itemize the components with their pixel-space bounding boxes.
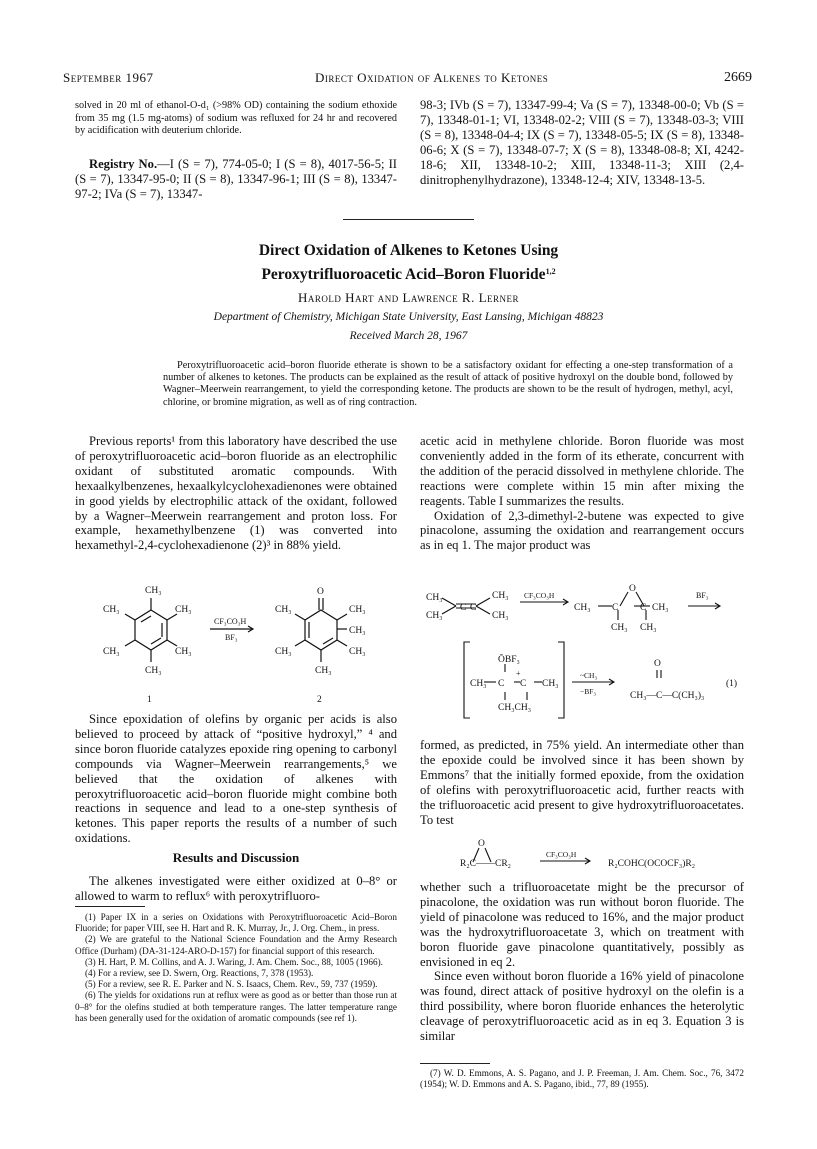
- compound-label-1: 1: [147, 695, 152, 705]
- svg-text:C: C: [520, 679, 527, 689]
- svg-text:+: +: [516, 669, 521, 678]
- left-paragraph-3: [75, 874, 397, 904]
- right-p3-text: formed, as predicted, in 75% yield. An intermediate other than the epoxide could be involved since it has been shown by Emmons⁷ that the initially formed epoxide, from the oxidation of olefins with peroxytrifluoroacetic acid, further reacts with the trifluoroacetic acid present to give hydroxytrifluoroacetates. To test: [420, 738, 744, 827]
- received-date: Received March 28, 1967: [349, 330, 468, 342]
- eq1-bf3: BF₃: [696, 591, 709, 600]
- registry-left: [75, 157, 397, 202]
- footnote-5: (5) For a review, see R. E. Parker and N. S. Isaacs, Chem. Rev., 59, 737 (1959).: [85, 979, 378, 990]
- epoxide-r2c-cr2: R₂C——CR₂: [460, 859, 511, 869]
- scheme-hexamethylbenzene: [95, 580, 385, 710]
- right-paragraph-4: [420, 880, 744, 1044]
- svg-text:CH₃: CH₃: [470, 679, 487, 689]
- svg-text:CH₃: CH₃: [426, 593, 443, 603]
- svg-text:CH₃: CH₃: [275, 647, 292, 657]
- trifluoroacetate-product: R₂COHC(OCOCF₃)R₂: [608, 859, 696, 869]
- footnote-7: [420, 1068, 744, 1090]
- title-line-1: Direct Oxidation of Alkenes to Ketones Using: [258, 242, 559, 259]
- svg-text:CH₃: CH₃: [175, 647, 192, 657]
- reagent-peracid: CF₃CO₃H: [214, 617, 247, 626]
- svg-text:CH₃: CH₃: [275, 605, 292, 615]
- right-p1-text: acetic acid in methylene chloride. Boron fluoride was most conveniently added in the form of its etherate, concurrent with the addition of the peracid dissolved in methylene chloride. The reactions were complete within 15 min after mixing the reagents. Table I summarizes the results.: [420, 434, 744, 508]
- svg-text:O: O: [478, 839, 485, 849]
- article-separator-rule: [343, 219, 474, 220]
- prev-article-text: solved in 20 ml of ethanol-O-d₁ (>98% OD) containing the sodium ethoxide from 35 mg (1.5 mg-atoms) of sodium was refluxed for 24 hr and recovered by acidification with deuterium chloride.: [75, 100, 397, 136]
- svg-text:CH₃: CH₃: [492, 611, 509, 621]
- svg-text:CH₃: CH₃: [145, 586, 162, 596]
- scheme-hydroxytrifluoroacetate: [440, 836, 740, 876]
- abstract: [163, 360, 733, 409]
- title-footnote-mark: 1,2: [545, 267, 556, 276]
- svg-text:CH₃: CH₃: [574, 603, 591, 613]
- svg-text:CH₃: CH₃: [349, 605, 366, 615]
- footnote-6: (6) The yields for oxidations run at reflux were as good as or better than those run at 0–8° for the olefins studied at both temperature ranges. The latter temperature range has been generally used for the oxidation of aromatic compounds (see ref 1).: [75, 990, 397, 1023]
- left-p3-text: The alkenes investigated were either oxidized at 0–8° or allowed to warm to reflux⁶ with peroxytrifluoro-: [75, 874, 397, 903]
- reagent-bf3: BF₃: [225, 633, 238, 642]
- svg-text:ŌBF₃: ŌBF₃: [498, 655, 520, 665]
- svg-text:O: O: [317, 587, 324, 597]
- section-heading: Results and Discussion: [172, 850, 300, 865]
- dienone-ring: [305, 610, 337, 650]
- svg-text:C: C: [460, 603, 467, 613]
- svg-text:CH₃CH₃: CH₃CH₃: [498, 703, 532, 713]
- svg-text:O: O: [629, 584, 636, 594]
- left-p2-text: Since epoxidation of olefins by organic per acids is also believed to proceed by attack of “positive hydroxyl,” ⁴ and since boron fluoride catalyzes epoxide ring opening to carbonyl compounds via Wagner–Meerwein rearrangements,⁵ we believed that the oxidation of alkenes with peroxytrifluoroacetic acid–boron fluoride might combine both reactions in sequence and lead to a one-step synthesis of ketones. This paper reports the results of a number of such oxidations.: [75, 712, 397, 846]
- title-line-2-text: Peroxytrifluoroacetic Acid–Boron Fluoride: [261, 266, 546, 283]
- svg-text:C: C: [640, 603, 647, 613]
- left-paragraph-1: [75, 434, 397, 553]
- footnote-rule-right: [420, 1063, 490, 1064]
- page-number: 2669: [724, 70, 752, 85]
- right-paragraph-1: [420, 434, 744, 553]
- svg-text:CH₃: CH₃: [315, 666, 332, 676]
- footnote-3: (3) H. Hart, P. M. Collins, and A. J. Waring, J. Am. Chem. Soc., 88, 1005 (1966).: [85, 956, 383, 967]
- left-p1-text: Previous reports¹ from this laboratory have described the use of peroxytrifluoroacetic acid–boron fluoride as an electrophilic oxidant of substituted aromatic compounds. With hexaalkylbenzenes, hexaalkylcyclohexadienones were obtained in good yields by electrophilic attack of the oxidant, followed by a Wagner–Meerwein rearrangement and proton loss. For example, hexamethylbenzene (1) was converted into hexamethyl-2,4-cyclohexadienone (2)³ in 88% yield.: [75, 434, 397, 553]
- eq1-minus-bf3: −BF₃: [580, 687, 597, 696]
- svg-text:C: C: [612, 603, 619, 613]
- eq1-methyl-shift: ~CH₃: [580, 671, 598, 680]
- footnote-2: (2) We are grateful to the National Science Foundation and the Army Research Office (Durham) (DA-31-124-ARO-D-157) for financial support of this research.: [75, 934, 397, 956]
- running-header-title: Direct Oxidation of Alkenes to Ketones: [315, 70, 549, 85]
- article-title: [0, 240, 817, 285]
- svg-text:CH₃: CH₃: [542, 679, 559, 689]
- peracid-reagent-2: CF₃CO₃H: [546, 850, 577, 859]
- eq1-product: CH₃—C—C(CH₃)₃: [630, 691, 705, 701]
- svg-text:CH₃: CH₃: [640, 623, 657, 633]
- left-paragraph-2: [75, 712, 397, 846]
- right-p5-text: Since even without boron fluoride a 16% yield of pinacolone was found, direct attack of positive hydroxyl on the olefin is a third possibility, where boron fluoride enhances the heterolytic cleavage of peroxytrifluoroacetic acid as in eq 3. Equation 3 is similar: [420, 969, 744, 1044]
- svg-text:CH₃: CH₃: [611, 623, 628, 633]
- running-header-date: September 1967: [63, 70, 154, 85]
- right-p2-text: Oxidation of 2,3-dimethyl-2-butene was expected to give pinacolone, assuming the oxidation and rearrangement occurs as in eq 1. The major product was: [420, 508, 744, 553]
- svg-text:CH₃: CH₃: [426, 611, 443, 621]
- footnote-7-text: (7) W. D. Emmons, A. S. Pagano, and J. P. Freeman, J. Am. Chem. Soc., 76, 3472 (1954); W. D. Emmons and A. S. Pagano, ibid., 77, 89 (1955).: [420, 1068, 744, 1090]
- registry-label: Registry No.: [89, 157, 158, 171]
- scheme-equation-1: [420, 582, 750, 732]
- svg-text:CH₃: CH₃: [103, 647, 120, 657]
- abstract-text: Peroxytrifluoroacetic acid–boron fluoride etherate is shown to be a satisfactory oxidant for effecting a one-step transformation of a number of alkenes to ketones. The products can be explained as the result of attack of positive hydroxyl on the double bond, followed by Wagner–Meerwein rearrangement, to yield the corresponding ketone. The products are shown to be the result of hydrogen, methyl, acyl, chlorine, or bromine migration, as well as of ring contraction.: [163, 360, 733, 408]
- footnote-4: (4) For a review, see D. Swern, Org. Reactions, 7, 378 (1953).: [85, 968, 314, 979]
- title-line-2: [0, 261, 817, 285]
- svg-text:C: C: [498, 679, 505, 689]
- registry-numbers-left: —I (S = 7), 774-05-0; I (S = 8), 4017-56-5; II (S = 7), 13347-95-0; II (S = 8), 13347-96-1; III (S = 8), 13347-97-2; IVa (S = 7), 13347-: [75, 157, 397, 201]
- registry-numbers-right: 98-3; IVb (S = 7), 13347-99-4; Va (S = 7), 13348-00-0; Vb (S = 7), 13348-01-1; VI, 13348-02-2; VIII (S = 7), 13348-03-3; VIII (S = 8), 13348-04-4; IX (S = 7), 13348-05-5; IX (S = 8), 13348-06-6; X (S = 7), 13348-07-7; X (S = 8), 13348-08-8; XI, 4242-18-6; XII, 13348-10-2; XIII, 13348-11-3; XIII (2,4-dinitrophenylhydrazone), 13348-12-4; XIV, 13348-13-5.: [420, 98, 744, 187]
- authors: Harold Hart and Lawrence R. Lerner: [297, 290, 520, 305]
- svg-text:CH₃: CH₃: [492, 591, 509, 601]
- svg-text:CH₃: CH₃: [652, 603, 669, 613]
- footnote-rule: [75, 906, 145, 907]
- footnote-1: (1) Paper IX in a series on Oxidations with Peroxytrifluoroacetic Acid–Boron Fluoride; for paper VIII, see H. Hart and R. K. Murray, Jr., J. Org. Chem., in press.: [75, 912, 397, 934]
- svg-text:O: O: [654, 659, 661, 669]
- compound-label-2: 2: [317, 695, 322, 705]
- eq1-number: (1): [726, 679, 738, 689]
- svg-text:CH₃: CH₃: [103, 605, 120, 615]
- affiliation: Department of Chemistry, Michigan State University, East Lansing, Michigan 48823: [213, 311, 604, 323]
- svg-text:CH₃: CH₃: [175, 605, 192, 615]
- svg-text:CH₃: CH₃: [349, 647, 366, 657]
- svg-text:CF₃CO₃H: CF₃CO₃H: [524, 591, 555, 600]
- svg-text:CH₃: CH₃: [145, 666, 162, 676]
- svg-text:CH₃: CH₃: [349, 626, 366, 636]
- svg-text:C: C: [470, 603, 477, 613]
- right-paragraph-3: [420, 738, 744, 827]
- right-p4-text: whether such a trifluoroacetate might be the precursor of pinacolone, the oxidation was run without boron fluoride. The yield of pinacolone was reduced to 16%, and the major product was the hydroxytrifluoroacetate 3, which on treatment with boron fluoride gave pinacolone quantitatively, possibly as envisioned in eq 2.: [420, 880, 744, 969]
- footnotes-left: [75, 912, 397, 1024]
